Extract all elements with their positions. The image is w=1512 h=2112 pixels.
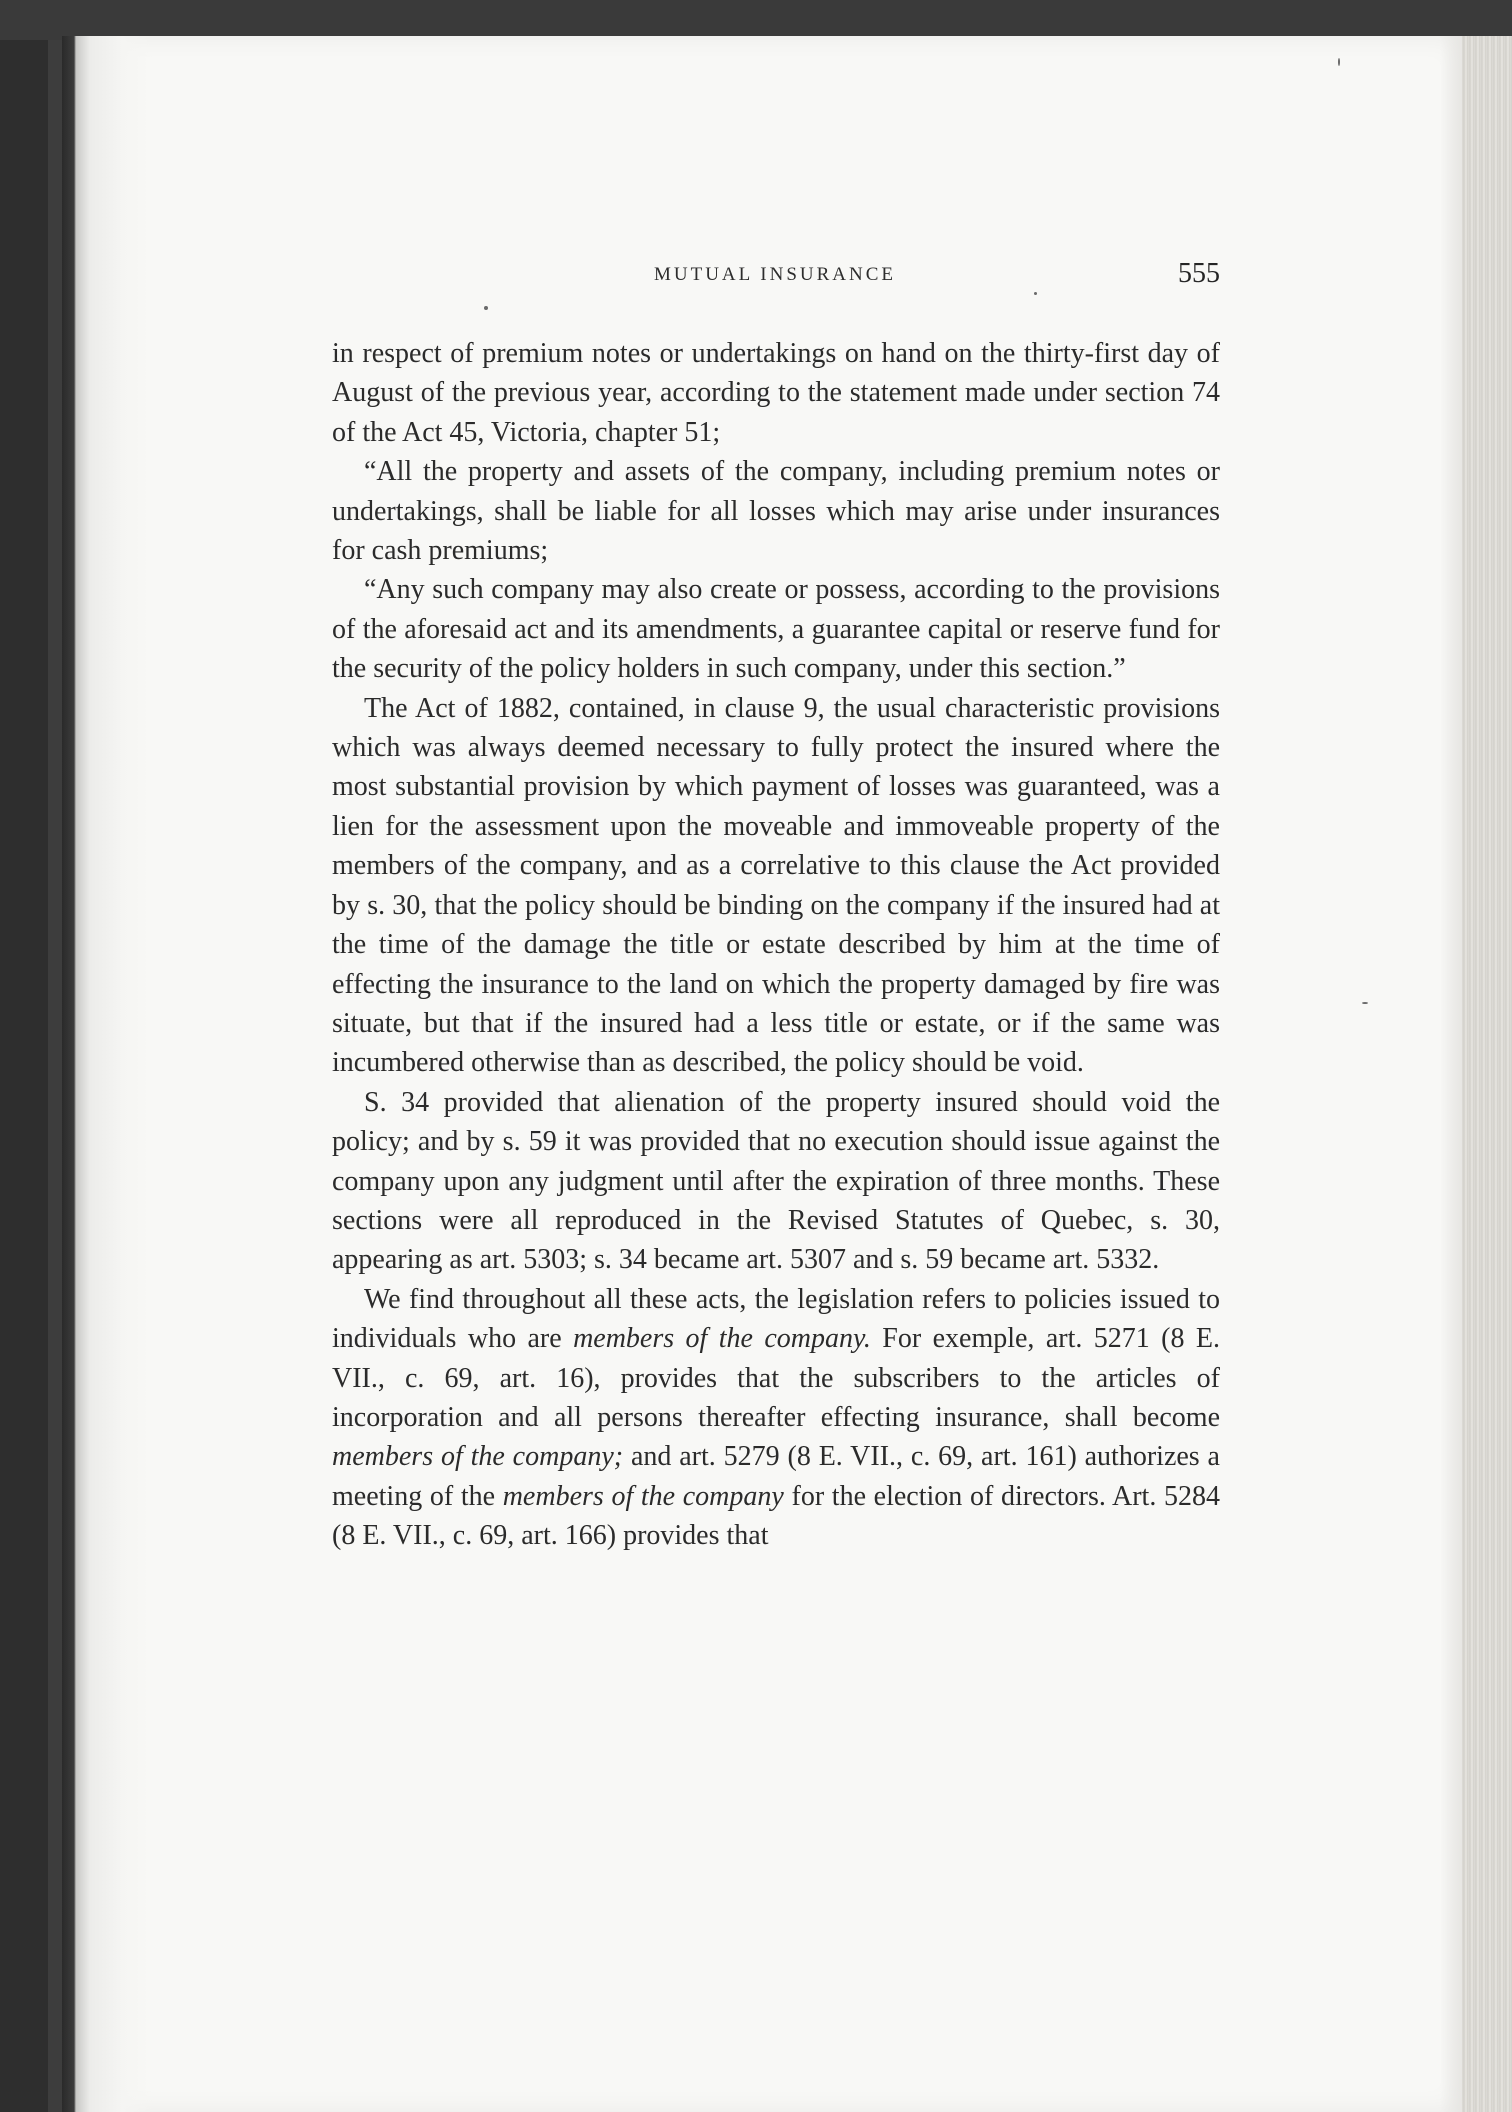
scan-speck bbox=[484, 306, 488, 310]
paragraph: “All the property and assets of the company, including premium notes or undertakings, shall be liable for all losses which may arise under insurances for cash premiums; bbox=[332, 456, 1220, 567]
page-header bbox=[330, 258, 1220, 298]
page-edge-shade bbox=[1440, 36, 1464, 2112]
paragraph-text: and art. 5279 (8 E. VII., c. 69, art. 161) authorizes a meeting of the bbox=[332, 1441, 1220, 1512]
page-number: 555 bbox=[1178, 258, 1220, 289]
italic-text: members of the company bbox=[502, 1480, 784, 1512]
italic-text: members of the company; bbox=[332, 1441, 624, 1473]
scan-speck bbox=[1338, 58, 1340, 66]
paragraph: “Any such company may also create or possess, according to the provisions of the aforesaid act and its amendments, a guarantee capital or reserve fund for the security of the policy holders in such company, under this section.” bbox=[332, 574, 1220, 685]
paragraph-text: We find throughout all these acts, the legislation refers to policies issued to individuals who are bbox=[332, 1283, 1220, 1355]
paragraph-text: for the election of directors. Art. 5284 (8 E. VII., c. 69, art. 166) provides that bbox=[332, 1480, 1220, 1552]
scan-top-border bbox=[0, 0, 1512, 40]
running-head: MUTUAL INSURANCE bbox=[653, 264, 897, 285]
paragraph: The Act of 1882, contained, in clause 9, the usual characteristic provisions which was always deemed necessary to fully protect the insured where the most substantial provision by which payment of losses was guaranteed, was a lien for the assessment upon the moveable and immoveable property of the members of the company, and as a correlative to this clause the Act provided by s. 30, that the policy should be binding on the company if the insured had at the time of the damage the title or estate described by him at the time of effecting the insurance to the land on which the property damaged by fire was situate, but that if the insured had a less title or estate, or if the same was incumbered otherwise than as described, the policy should be void. bbox=[332, 692, 1220, 1079]
paragraph: in respect of premium notes or undertakings on hand on the thirty-first day of August of the previous year, according to the statement made under section 74 of the Act 45, Victoria, chapter 51; bbox=[332, 338, 1220, 448]
paragraph bbox=[332, 1280, 1220, 1556]
stacked-page-edges bbox=[1462, 36, 1512, 2112]
scan-speck bbox=[1362, 1002, 1368, 1004]
page-binding-shadow bbox=[62, 36, 152, 2112]
body-text bbox=[332, 334, 1220, 1556]
italic-text: members of the company. bbox=[573, 1323, 871, 1355]
scan-left-border bbox=[0, 40, 48, 2112]
paragraph: S. 34 provided that alienation of the property insured should void the policy; and by s. 59 it was provided that no execution should issue against the company upon any judgment until after the expiration of three months. These sections were all reproduced in the Revised Statutes of Quebec, s. 30, appearing as art. 5303; s. 34 became art. 5307 and s. 59 became art. 5332. bbox=[332, 1086, 1220, 1276]
paragraph-text: For exemple, art. 5271 (8 E. VII., c. 69, art. 16), provides that the subscribers to the articles of incorporation and all persons thereafter effecting insurance, shall become bbox=[332, 1323, 1221, 1433]
